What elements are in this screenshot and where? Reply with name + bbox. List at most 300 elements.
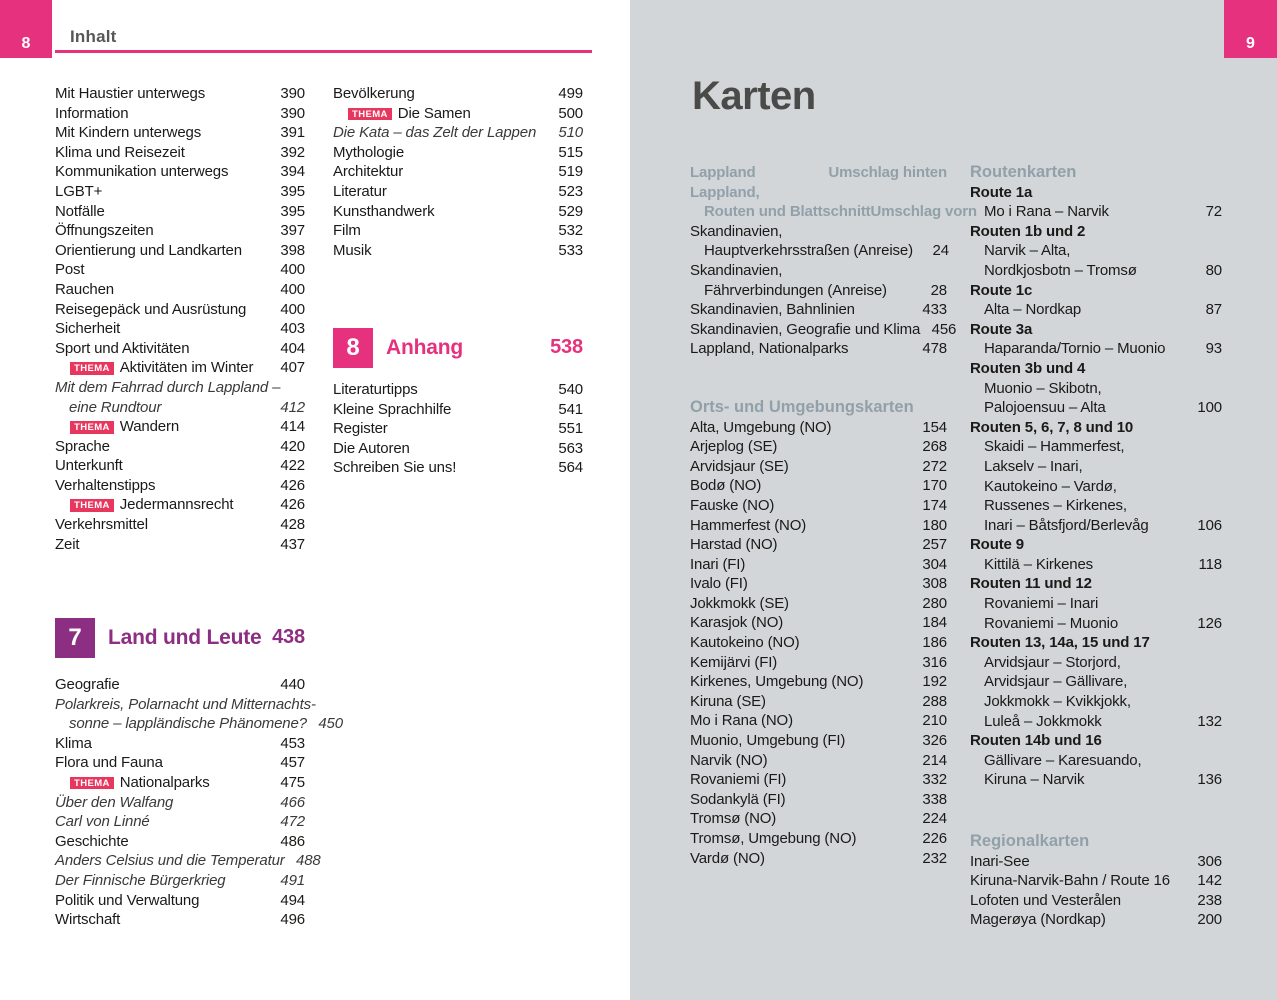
chapter-page-number: 538: [550, 336, 583, 359]
entry-label: Rovaniemi – Muonio: [984, 614, 1119, 632]
entry-label: Narvik (NO): [690, 751, 768, 769]
chapter-page-number: 438: [272, 626, 305, 649]
entry-label: Skandinavien,: [690, 222, 783, 240]
toc-column-2-upper: [333, 84, 583, 260]
entry-page-number: 472: [280, 813, 305, 831]
map-entry: [690, 633, 947, 653]
map-entry: [970, 852, 1222, 872]
toc-entry: [55, 162, 305, 182]
toc-entry: [55, 695, 316, 715]
entry-label: Mit Haustier unterwegs: [55, 85, 206, 102]
map-entry: [690, 300, 947, 320]
entry-page-number: 478: [922, 340, 947, 358]
entry-label: Mythologie: [333, 143, 405, 161]
entry-label: Jedermannsrecht: [119, 496, 234, 514]
entry-label: Verhaltenstipps: [55, 476, 156, 494]
map-entry: [690, 555, 947, 575]
entry-label: Alta – Nordkap: [984, 301, 1082, 319]
toc-entry: [333, 202, 583, 222]
entry-label: Der Finnische Bürgerkrieg: [55, 871, 226, 889]
entry-page-number: 304: [922, 555, 947, 573]
toc-entry: [55, 417, 305, 437]
entry-page-number: 93: [1205, 340, 1222, 358]
chapter-heading: [55, 617, 305, 659]
entry-page-number: 533: [558, 241, 583, 259]
map-entry: [970, 672, 1222, 692]
entry-page-number: 106: [1197, 516, 1222, 534]
entry-page-number: 414: [280, 418, 305, 436]
entry-page-number: 564: [558, 459, 583, 477]
entry-page-number: 186: [922, 634, 947, 652]
toc-entry: [55, 515, 305, 535]
entry-label: Kirkenes, Umgebung (NO): [690, 673, 864, 691]
entry-page-number: 154: [922, 418, 947, 436]
spacer: [970, 790, 1222, 832]
map-entry: [970, 418, 1222, 438]
entry-label: Architektur: [333, 163, 404, 181]
toc-entry: [55, 104, 305, 124]
map-entry: [690, 281, 947, 301]
entry-label: Kommunikation unterwegs: [55, 163, 229, 181]
toc-entry: [333, 143, 583, 163]
toc-entry: [55, 734, 305, 754]
map-entry: [690, 711, 947, 731]
entry-page-number: 450: [318, 715, 343, 733]
entry-page-number: 192: [922, 673, 947, 691]
toc-entry: [333, 400, 583, 420]
entry-label: Film: [333, 222, 361, 240]
toc-entry: [333, 182, 583, 202]
entry-label: Fährverbindungen (Anreise): [704, 281, 887, 299]
toc-entry: [333, 84, 583, 104]
entry-page-number: 184: [922, 614, 947, 632]
map-entry: [970, 379, 1222, 399]
entry-page-number: 426: [280, 476, 305, 494]
entry-label: Routen 3b und 4: [970, 359, 1086, 377]
entry-label: Flora und Fauna: [55, 754, 163, 772]
map-entry: [970, 457, 1222, 477]
entry-page-number: 398: [280, 241, 305, 259]
map-entry: [970, 751, 1222, 771]
entry-page-number: 24: [932, 242, 949, 260]
map-entry: [970, 281, 1222, 301]
page-number: 8: [21, 35, 31, 52]
chapter-number-box: 8: [333, 328, 373, 368]
toc-entry: [55, 280, 305, 300]
entry-page-number: 238: [1197, 891, 1222, 909]
chapter-title: Land und Leute: [108, 626, 262, 650]
entry-page-number: 404: [280, 339, 305, 357]
entry-page-number: 226: [922, 830, 947, 847]
entry-page-number: 280: [922, 594, 947, 612]
entry-label: Zeit: [55, 535, 80, 553]
map-entry: [970, 692, 1222, 712]
toc-entry: [55, 456, 305, 476]
entry-label: Lappland,: [690, 183, 760, 201]
map-entry: [970, 574, 1222, 594]
entry-page-number: 420: [280, 437, 305, 455]
maps-section-title: Karten: [692, 74, 816, 118]
entry-label: Rovaniemi – Inari: [984, 595, 1099, 613]
entry-label: Karasjok (NO): [690, 614, 784, 632]
entry-label: Kiruna-Narvik-Bahn / Route 16: [970, 872, 1170, 890]
map-entry: [690, 535, 947, 555]
entry-page-number: 288: [922, 692, 947, 710]
entry-label: eine Rundtour: [69, 398, 162, 416]
entry-label: Notfälle: [55, 202, 105, 220]
map-entry: [970, 202, 1222, 222]
toc-column-1-upper: [55, 84, 305, 554]
entry-label: Klima: [55, 734, 92, 752]
entry-page-number: 268: [922, 438, 947, 456]
toc-entry: [55, 84, 305, 104]
entry-page-number: 170: [922, 477, 947, 495]
entry-label: Sicherheit: [55, 320, 121, 338]
entry-page-number: 412: [280, 398, 305, 416]
entry-page-number: 400: [280, 261, 305, 279]
entry-label: Arvidsjaur – Storjord,: [984, 653, 1121, 671]
entry-page-number: 272: [922, 457, 947, 475]
entry-label: Geografie: [55, 676, 120, 693]
map-entry: [690, 496, 947, 516]
toc-entry: [55, 202, 305, 222]
toc-entry: [55, 241, 305, 261]
entry-label: Gällivare – Karesuando,: [984, 751, 1142, 769]
map-entry: [970, 712, 1222, 732]
entry-page-number: 496: [280, 911, 305, 929]
entry-label: Kautokeino – Vardø,: [984, 477, 1117, 495]
map-entry: [690, 261, 947, 281]
entry-label: Regionalkarten: [970, 832, 1090, 850]
entry-page-number: 87: [1205, 301, 1222, 319]
entry-label: Politik und Verwaltung: [55, 891, 200, 909]
entry-page-number: 316: [922, 653, 947, 671]
toc-entry: [55, 812, 305, 832]
entry-page-number: 397: [280, 222, 305, 240]
entry-label: Narvik – Alta,: [984, 242, 1071, 260]
entry-label: Arjeplog (SE): [690, 438, 778, 456]
entry-page-number: 510: [558, 124, 583, 142]
toc-entry: [55, 793, 305, 813]
entry-label: Arvidsjaur – Gällivare,: [984, 673, 1128, 691]
entry-label: Orts- und Umgebungskarten: [690, 397, 914, 416]
entry-label: Reisegepäck und Ausrüstung: [55, 300, 247, 318]
entry-label: Harstad (NO): [690, 536, 778, 554]
entry-page-number: 494: [280, 891, 305, 909]
entry-page-number: 391: [280, 124, 305, 142]
entry-label: Mit dem Fahrrad durch Lappland –: [55, 378, 281, 396]
toc-entry: [55, 832, 305, 852]
entry-label: Skaidi – Hammerfest,: [984, 438, 1125, 456]
page-number: 9: [1246, 35, 1255, 52]
map-entry: [690, 241, 947, 261]
entry-label: Jokkmokk – Kvikkjokk,: [984, 693, 1131, 711]
entry-label: Polarkreis, Polarnacht und Mitternachts-: [55, 695, 316, 713]
entry-page-number: Umschlag vorn: [870, 203, 977, 221]
entry-page-number: 180: [922, 516, 947, 534]
map-entry: [970, 398, 1222, 418]
entry-label: Über den Walfang: [55, 793, 174, 811]
map-entry: [690, 418, 947, 438]
entry-label: Die Samen: [397, 104, 471, 122]
map-entry: [970, 594, 1222, 614]
map-entry: [690, 849, 947, 869]
entry-label: Route 9: [970, 536, 1024, 554]
entry-label: Route 1c: [970, 281, 1033, 299]
toc-entry: [55, 535, 305, 555]
map-entry: [690, 770, 947, 790]
map-entry: [690, 516, 947, 536]
entry-page-number: 118: [1198, 555, 1222, 573]
entry-label: Nationalparks: [119, 773, 210, 791]
entry-label: Routen 13, 14a, 15 und 17: [970, 634, 1150, 652]
entry-label: Mo i Rana (NO): [690, 712, 793, 730]
entry-page-number: 422: [280, 457, 305, 475]
entry-label: Routen 1b und 2: [970, 222, 1086, 240]
entry-page-number: 499: [558, 85, 583, 102]
entry-page-number: 500: [558, 104, 583, 122]
entry-label: Tromsø, Umgebung (NO): [690, 830, 857, 847]
map-entry: [970, 891, 1222, 911]
entry-label: Inari-See: [970, 852, 1030, 870]
entry-label: Die Autoren: [333, 439, 410, 457]
toc-column-1-lower: [55, 617, 343, 930]
entry-page-number: 523: [558, 182, 583, 200]
entry-page-number: 457: [280, 754, 305, 772]
map-entry: [970, 437, 1222, 457]
toc-column-2-lower: [333, 327, 583, 478]
entry-page-number: 390: [280, 104, 305, 122]
entry-label: Muonio, Umgebung (FI): [690, 732, 846, 750]
section-header: [690, 398, 947, 418]
entry-label: Öffnungszeiten: [55, 222, 154, 240]
entry-page-number: 80: [1205, 261, 1222, 279]
entry-label: Kemijärvi (FI): [690, 653, 778, 671]
entry-label: Anders Celsius und die Temperatur: [55, 852, 285, 870]
toc-entry: [333, 419, 583, 439]
map-entry: [690, 437, 947, 457]
chapter-title: Anhang: [386, 336, 463, 360]
entry-page-number: 72: [1205, 203, 1222, 221]
entry-label: Sport und Aktivitäten: [55, 339, 190, 357]
entry-page-number: 338: [922, 790, 947, 808]
entry-label: Musik: [333, 241, 372, 259]
map-entry: [970, 261, 1222, 281]
entry-label: Post: [55, 261, 85, 279]
thema-badge: THEMA: [348, 108, 392, 121]
entry-label: Klima und Reisezeit: [55, 143, 185, 161]
toc-entry: [333, 104, 583, 124]
entry-page-number: 529: [558, 202, 583, 220]
entry-label: Route 1a: [970, 183, 1033, 201]
header-rule: [55, 50, 592, 53]
toc-entry: [55, 910, 305, 930]
section-header: [970, 832, 1222, 852]
toc-entry: [333, 439, 583, 459]
entry-page-number: 126: [1197, 614, 1222, 632]
entry-label: Alta, Umgebung (NO): [690, 418, 832, 436]
map-entry: [690, 731, 947, 751]
entry-page-number: 132: [1197, 712, 1222, 730]
toc-entry: [55, 319, 305, 339]
entry-label: Kautokeino (NO): [690, 634, 800, 652]
map-entry: [690, 613, 947, 633]
entry-label: sonne – lappländische Phänomene?: [69, 715, 307, 733]
entry-label: Routen 5, 6, 7, 8 und 10: [970, 418, 1134, 436]
entry-page-number: 551: [558, 420, 583, 438]
chapter-heading: [333, 327, 583, 369]
toc-entry: [55, 851, 321, 871]
entry-page-number: 541: [558, 400, 583, 418]
entry-label: Hauptverkehrsstraßen (Anreise): [704, 242, 913, 260]
toc-entry: [55, 182, 305, 202]
map-entry: [690, 751, 947, 771]
entry-page-number: 306: [1197, 852, 1222, 870]
entry-label: Kittilä – Kirkenes: [984, 555, 1094, 573]
map-entry: [970, 241, 1222, 261]
map-entry: [690, 202, 977, 222]
map-entry: [970, 477, 1222, 497]
entry-label: Inari – Båtsfjord/Berlevåg: [984, 516, 1149, 534]
entry-page-number: 488: [296, 852, 321, 870]
entry-page-number: 394: [280, 163, 305, 181]
entry-page-number: 428: [280, 516, 305, 534]
entry-label: Bevölkerung: [333, 85, 415, 102]
entry-label: Rovaniemi (FI): [690, 771, 787, 789]
entry-label: Geschichte: [55, 832, 129, 850]
map-entry: [690, 829, 947, 849]
entry-page-number: 403: [280, 320, 305, 338]
entry-page-number: 395: [280, 202, 305, 220]
entry-page-number: 532: [558, 222, 583, 240]
entry-page-number: 214: [922, 751, 947, 769]
thema-badge: THEMA: [70, 499, 114, 512]
entry-label: Sodankylä (FI): [690, 790, 786, 808]
map-entry: [970, 653, 1222, 673]
map-entry: [690, 320, 957, 340]
map-entry: [970, 555, 1222, 575]
entry-label: Mit Kindern unterwegs: [55, 124, 202, 142]
entry-page-number: 407: [280, 359, 305, 377]
spacer: [690, 359, 947, 398]
entry-page-number: 174: [922, 496, 947, 514]
entry-label: Luleå – Jokkmokk: [984, 712, 1102, 730]
entry-label: Lofoten und Vesterålen: [970, 891, 1121, 909]
toc-entry: [55, 476, 305, 496]
entry-label: Wandern: [119, 418, 180, 436]
entry-label: Palojoensuu – Alta: [984, 399, 1106, 417]
entry-label: Routen und Blattschnitt: [704, 203, 871, 221]
entry-label: Bodø (NO): [690, 477, 762, 495]
entry-label: Russenes – Kirkenes,: [984, 497, 1127, 515]
entry-label: Hammerfest (NO): [690, 516, 807, 534]
maps-column-2: [970, 163, 1222, 930]
entry-label: Inari (FI): [690, 555, 746, 573]
entry-page-number: 308: [922, 575, 947, 593]
entry-label: Kiruna – Narvik: [984, 771, 1085, 789]
entry-page-number: 332: [922, 771, 947, 789]
entry-label: Literaturtipps: [333, 381, 418, 398]
toc-entry: [333, 123, 583, 143]
entry-page-number: 433: [922, 301, 947, 319]
map-entry: [690, 653, 947, 673]
page-header-title: Inhalt: [70, 27, 117, 46]
map-entry: [690, 183, 947, 203]
map-entry: [970, 633, 1222, 653]
map-entry: [970, 614, 1222, 634]
entry-label: Orientierung und Landkarten: [55, 241, 242, 259]
toc-entry: [55, 753, 305, 773]
entry-label: Routenkarten: [970, 163, 1077, 181]
map-entry: [970, 871, 1222, 891]
toc-entry: [55, 714, 343, 734]
thema-badge: THEMA: [70, 421, 114, 434]
toc-entry: [55, 123, 305, 143]
toc-entry: [55, 398, 305, 418]
entry-page-number: 224: [922, 810, 947, 828]
maps-column-1: [690, 163, 977, 868]
toc-entry: [55, 675, 305, 695]
entry-page-number: 395: [280, 182, 305, 200]
entry-page-number: 440: [280, 676, 305, 693]
entry-label: Route 3a: [970, 320, 1033, 338]
map-entry: [690, 163, 947, 183]
entry-label: Mo i Rana – Narvik: [984, 203, 1109, 221]
entry-label: Wirtschaft: [55, 911, 121, 929]
entry-page-number: 326: [922, 732, 947, 750]
entry-label: Skandinavien,: [690, 261, 783, 279]
map-entry: [690, 457, 947, 477]
entry-page-number: 491: [280, 871, 305, 889]
toc-entry: [55, 891, 305, 911]
map-entry: [690, 339, 947, 359]
map-entry: [970, 496, 1222, 516]
map-entry: [690, 790, 947, 810]
toc-entry: [55, 871, 305, 891]
entry-label: Arvidsjaur (SE): [690, 457, 789, 475]
toc-entry: [55, 437, 305, 457]
entry-label: Kleine Sprachhilfe: [333, 400, 452, 418]
entry-label: Rauchen: [55, 280, 114, 298]
toc-entry: [333, 458, 583, 478]
toc-entry: [55, 378, 305, 398]
toc-entry: [55, 358, 305, 378]
page-number-tab-left: [0, 0, 52, 58]
toc-entry: [333, 380, 583, 400]
map-entry: [970, 339, 1222, 359]
entry-label: Verkehrsmittel: [55, 516, 148, 534]
entry-label: Schreiben Sie uns!: [333, 459, 457, 477]
entry-label: Register: [333, 420, 388, 438]
page-number-tab-right: [1224, 0, 1277, 58]
toc-entry: [55, 143, 305, 163]
entry-label: Vardø (NO): [690, 849, 765, 867]
entry-label: Lappland, Nationalparks: [690, 340, 849, 358]
toc-entry: [55, 339, 305, 359]
entry-page-number: 257: [922, 536, 947, 554]
toc-entry: [333, 162, 583, 182]
entry-page-number: 136: [1197, 771, 1222, 789]
map-entry: [690, 692, 947, 712]
map-entry: [970, 770, 1222, 790]
entry-page-number: 515: [558, 143, 583, 161]
entry-page-number: 426: [280, 496, 305, 514]
map-entry: [690, 672, 947, 692]
entry-label: Fauske (NO): [690, 496, 775, 514]
entry-label: Skandinavien, Geografie und Klima: [690, 320, 921, 338]
entry-page-number: 142: [1197, 872, 1222, 890]
entry-label: Ivalo (FI): [690, 575, 748, 593]
